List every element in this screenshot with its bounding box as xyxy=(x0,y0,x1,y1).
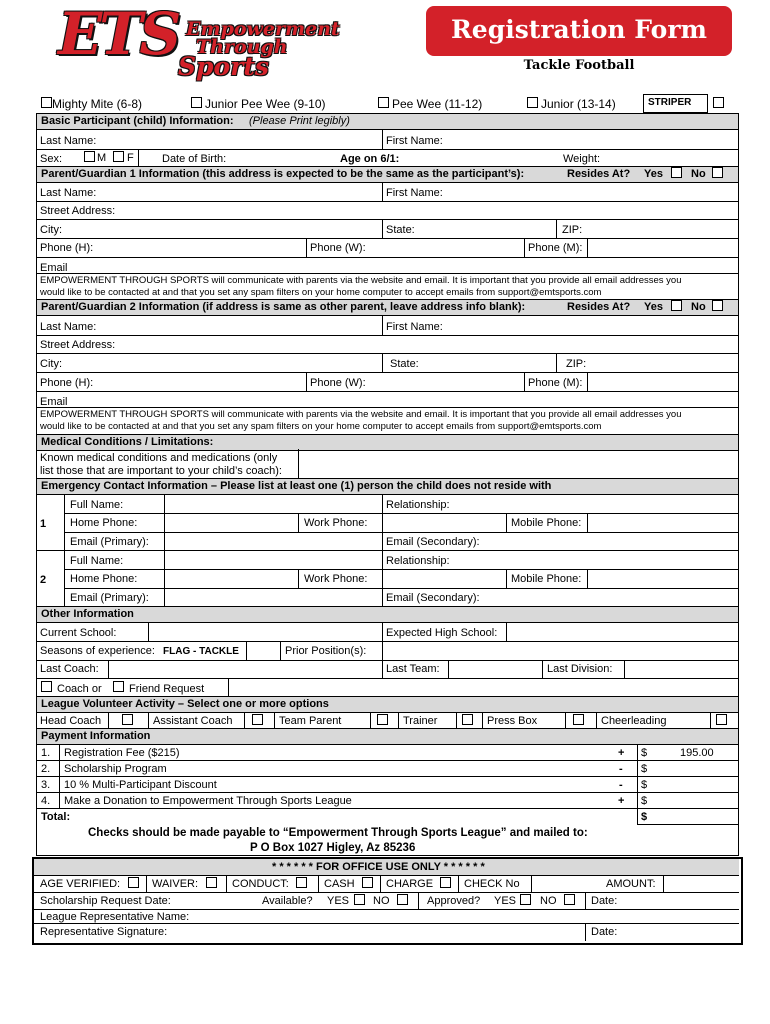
volunteer-cheerleading-label: Cheerleading xyxy=(601,715,667,727)
payment-item-3-label: 10 % Multi-Participant Discount xyxy=(64,779,217,791)
approved-date-label: Date: xyxy=(591,895,618,907)
payment-item-2-currency: $ xyxy=(641,763,648,775)
check-no-label: CHECK No xyxy=(464,878,520,890)
payment-item-2-label: Scholarship Program xyxy=(64,763,167,775)
parent2-yes-label: Yes xyxy=(644,301,663,313)
ec2-relationship-label: Relationship: xyxy=(386,555,450,567)
available-no-checkbox[interactable] xyxy=(397,894,408,905)
mighty-mite-checkbox[interactable] xyxy=(41,97,52,108)
current-school-label: Current School: xyxy=(40,627,117,639)
parent2-first-name-label: First Name: xyxy=(386,321,443,333)
ec2-home-phone-label: Home Phone: xyxy=(70,573,138,585)
cash-checkbox[interactable] xyxy=(362,877,373,888)
parent2-no-checkbox[interactable] xyxy=(712,300,723,311)
approved-no-label: NO xyxy=(540,895,557,907)
parent1-first-name-label: First Name: xyxy=(386,187,443,199)
available-no-label: NO xyxy=(373,895,390,907)
ec2-work-phone-label: Work Phone: xyxy=(304,573,368,585)
volunteer-head-coach-label: Head Coach xyxy=(40,715,102,727)
emergency-section-title: Emergency Contact Information – Please list at least one (1) person the child does not reside with xyxy=(41,480,552,492)
basic-section-title: Basic Participant (child) Information: xyxy=(41,115,234,127)
parent1-no-checkbox[interactable] xyxy=(712,167,723,178)
volunteer-cheerleading-checkbox[interactable] xyxy=(716,714,727,725)
scholarship-request-date-label: Scholarship Request Date: xyxy=(40,895,171,907)
available-yes-checkbox[interactable] xyxy=(354,894,365,905)
volunteer-section-title: League Volunteer Activity – Select one or more options xyxy=(41,698,329,710)
approved-yes-checkbox[interactable] xyxy=(520,894,531,905)
payment-section-title: Payment Information xyxy=(41,730,151,742)
other-section-title: Other Information xyxy=(41,608,134,620)
weight-label: Weight: xyxy=(563,153,601,165)
volunteer-assistant-coach-label: Assistant Coach xyxy=(153,715,233,727)
junior-label: Junior (13-14) xyxy=(541,97,616,111)
parent2-section-title: Parent/Guardian 2 Information (if address is same as other parent, leave address info blank): xyxy=(41,301,526,313)
parent1-yes-checkbox[interactable] xyxy=(671,167,682,178)
parent1-last-name-label: Last Name: xyxy=(40,187,97,199)
payment-item-1-amount: 195.00 xyxy=(680,747,714,759)
junior-pee-wee-checkbox[interactable] xyxy=(191,97,202,108)
payment-item-4-number: 4. xyxy=(41,795,51,807)
volunteer-press-box-checkbox[interactable] xyxy=(573,714,584,725)
parent1-phone-h-label: Phone (H): xyxy=(40,242,94,254)
dob-label: Date of Birth: xyxy=(162,153,227,165)
payment-item-4-label: Make a Donation to Empowerment Through Sports League xyxy=(64,795,352,807)
coach-or-checkbox[interactable] xyxy=(41,681,52,692)
other-section-header xyxy=(36,606,739,623)
approved-label: Approved? xyxy=(427,895,481,907)
parent2-zip-label: ZIP: xyxy=(566,358,587,370)
last-division-label: Last Division: xyxy=(547,663,613,675)
approved-yes-label: YES xyxy=(494,895,517,907)
sex-m-checkbox[interactable] xyxy=(84,151,95,162)
conduct-label: CONDUCT: xyxy=(232,878,289,890)
title-banner xyxy=(426,6,732,56)
seasons-label: Seasons of experience: xyxy=(40,645,155,657)
available-label: Available? xyxy=(262,895,313,907)
waiver-label: WAIVER: xyxy=(152,878,199,890)
payment-item-1-currency: $ xyxy=(641,747,648,759)
sex-label: Sex: xyxy=(40,153,63,165)
parent2-phone-h-label: Phone (H): xyxy=(40,377,94,389)
pee-wee-checkbox[interactable] xyxy=(378,97,389,108)
payment-item-2-sign: - xyxy=(619,763,623,775)
ec1-email-secondary-label: Email (Secondary): xyxy=(386,536,480,548)
parent2-email-note-line2: would like to be contacted at and that you set any spam filters on your home computer to accept emails from support@emtsports.com xyxy=(40,421,602,432)
friend-request-checkbox[interactable] xyxy=(113,681,124,692)
parent1-email-note-line1: EMPOWERMENT THROUGH SPORTS will communicate with parents via the website and email. It is important that you provide all email addresses you xyxy=(40,275,682,286)
striper-checkbox[interactable] xyxy=(713,97,724,108)
charge-checkbox[interactable] xyxy=(440,877,451,888)
conduct-checkbox[interactable] xyxy=(296,877,307,888)
payment-item-4-sign: + xyxy=(618,795,625,807)
child-last-name-label: Last Name: xyxy=(40,135,97,147)
medical-line2: list those that are important to your child’s coach): xyxy=(40,465,282,477)
page-subtitle: Tackle Football xyxy=(523,58,635,73)
prior-positions-label: Prior Position(s): xyxy=(285,645,367,657)
ec2-mobile-phone-label: Mobile Phone: xyxy=(511,573,582,585)
parent2-last-name-label: Last Name: xyxy=(40,321,97,333)
parent2-street-label: Street Address: xyxy=(40,339,116,351)
signature-date-label: Date: xyxy=(591,926,618,938)
parent2-resides-label: Resides At? xyxy=(567,301,631,313)
parent1-email-label: Email xyxy=(40,262,68,274)
parent2-no-label: No xyxy=(691,301,706,313)
office-use-title: * * * * * * FOR OFFICE USE ONLY * * * * * * xyxy=(272,861,485,873)
last-coach-label: Last Coach: xyxy=(40,663,99,675)
ec1-email-primary-label: Email (Primary): xyxy=(70,536,149,548)
volunteer-trainer-label: Trainer xyxy=(403,715,438,727)
last-team-label: Last Team: xyxy=(386,663,440,675)
available-yes-label: YES xyxy=(327,895,350,907)
payment-item-1-sign: + xyxy=(618,747,625,759)
payment-item-3-number: 3. xyxy=(41,779,51,791)
emergency-contact-1-number: 1 xyxy=(40,518,47,530)
parent1-phone-w-label: Phone (W): xyxy=(310,242,366,254)
parent2-city-label: City: xyxy=(40,358,62,370)
medical-line1: Known medical conditions and medications (only xyxy=(40,452,278,464)
charge-label: CHARGE xyxy=(386,878,434,890)
parent1-resides-label: Resides At? xyxy=(567,168,631,180)
ec2-email-secondary-label: Email (Secondary): xyxy=(386,592,480,604)
parent2-yes-checkbox[interactable] xyxy=(671,300,682,311)
age-label: Age on 6/1: xyxy=(340,153,400,165)
logo-word-sports: Sports xyxy=(178,52,270,81)
parent1-state-label: State: xyxy=(386,224,415,236)
friend-request-label: Friend Request xyxy=(129,683,205,695)
emergency-contact-2-number: 2 xyxy=(40,574,47,586)
junior-pee-wee-label: Junior Pee Wee (9-10) xyxy=(205,97,326,111)
basic-section-note: (Please Print legibly) xyxy=(249,115,350,127)
sex-f-checkbox[interactable] xyxy=(113,151,124,162)
parent1-no-label: No xyxy=(691,168,706,180)
volunteer-trainer-checkbox[interactable] xyxy=(462,714,473,725)
payment-item-3-sign: - xyxy=(619,779,623,791)
ec1-mobile-phone-label: Mobile Phone: xyxy=(511,517,582,529)
payment-total-currency: $ xyxy=(641,811,648,823)
parent1-street-label: Street Address: xyxy=(40,205,116,217)
seasons-types: FLAG - TACKLE xyxy=(163,646,239,657)
parent2-email-label: Email xyxy=(40,396,68,408)
volunteer-team-parent-checkbox[interactable] xyxy=(377,714,388,725)
parent1-city-label: City: xyxy=(40,224,62,236)
medical-section-title: Medical Conditions / Limitations: xyxy=(41,436,214,448)
volunteer-assistant-coach-checkbox[interactable] xyxy=(252,714,263,725)
coach-or-label: Coach or xyxy=(57,683,102,695)
age-verified-label: AGE VERIFIED: xyxy=(40,878,121,890)
payment-item-4-currency: $ xyxy=(641,795,648,807)
cash-label: CASH xyxy=(324,878,355,890)
expected-hs-label: Expected High School: xyxy=(386,627,498,639)
parent2-state-label: State: xyxy=(390,358,419,370)
checks-payable-note: Checks should be made payable to “Empowerment Through Sports League” and mailed to: xyxy=(88,827,588,839)
parent2-phone-w-label: Phone (W): xyxy=(310,377,366,389)
parent1-zip-label: ZIP: xyxy=(562,224,583,236)
volunteer-press-box-label: Press Box xyxy=(487,715,538,727)
ec1-work-phone-label: Work Phone: xyxy=(304,517,368,529)
ec2-full-name-label: Full Name: xyxy=(70,555,124,567)
rep-signature-label: Representative Signature: xyxy=(40,926,168,938)
ec1-full-name-label: Full Name: xyxy=(70,499,124,511)
payment-item-1-label: Registration Fee ($215) xyxy=(64,747,180,759)
waiver-checkbox[interactable] xyxy=(206,877,217,888)
sex-m-label: M xyxy=(97,152,107,164)
ec1-home-phone-label: Home Phone: xyxy=(70,517,138,529)
mighty-mite-label: Mighty Mite (6-8) xyxy=(52,97,143,111)
ec2-email-primary-label: Email (Primary): xyxy=(70,592,149,604)
page-title: Registration Form xyxy=(451,15,707,44)
parent1-yes-label: Yes xyxy=(644,168,663,180)
striper-label: STRIPER xyxy=(648,97,692,108)
parent2-email-note-line1: EMPOWERMENT THROUGH SPORTS will communicate with parents via the website and email. It is important that you provide all email addresses you xyxy=(40,409,682,420)
mailing-address: P O Box 1027 Higley, Az 85236 xyxy=(250,842,416,854)
child-first-name-label: First Name: xyxy=(386,135,443,147)
logo-word-through: Through xyxy=(196,36,288,58)
rep-name-label: League Representative Name: xyxy=(40,911,190,923)
parent1-section-title: Parent/Guardian 1 Information (this address is expected to be the same as the participant’s): xyxy=(41,168,525,180)
age-verified-checkbox[interactable] xyxy=(128,877,139,888)
logo-ets: ETS xyxy=(58,0,179,68)
logo-word-empowerment: Empowerment xyxy=(186,18,340,40)
junior-checkbox[interactable] xyxy=(527,97,538,108)
approved-no-checkbox[interactable] xyxy=(564,894,575,905)
volunteer-team-parent-label: Team Parent xyxy=(279,715,342,727)
parent1-phone-m-label: Phone (M): xyxy=(528,242,583,254)
parent2-phone-m-label: Phone (M): xyxy=(528,377,583,389)
volunteer-head-coach-checkbox[interactable] xyxy=(122,714,133,725)
sex-f-label: F xyxy=(127,152,134,164)
parent1-email-note-line2: would like to be contacted at and that you set any spam filters on your home computer to accept emails from support@emtsports.com xyxy=(40,287,602,298)
payment-item-3-currency: $ xyxy=(641,779,648,791)
amount-label: AMOUNT: xyxy=(606,878,656,890)
ec1-relationship-label: Relationship: xyxy=(386,499,450,511)
payment-item-1-number: 1. xyxy=(41,747,51,759)
payment-item-2-number: 2. xyxy=(41,763,51,775)
pee-wee-label: Pee Wee (11-12) xyxy=(392,97,483,111)
payment-total-label: Total: xyxy=(41,811,71,823)
